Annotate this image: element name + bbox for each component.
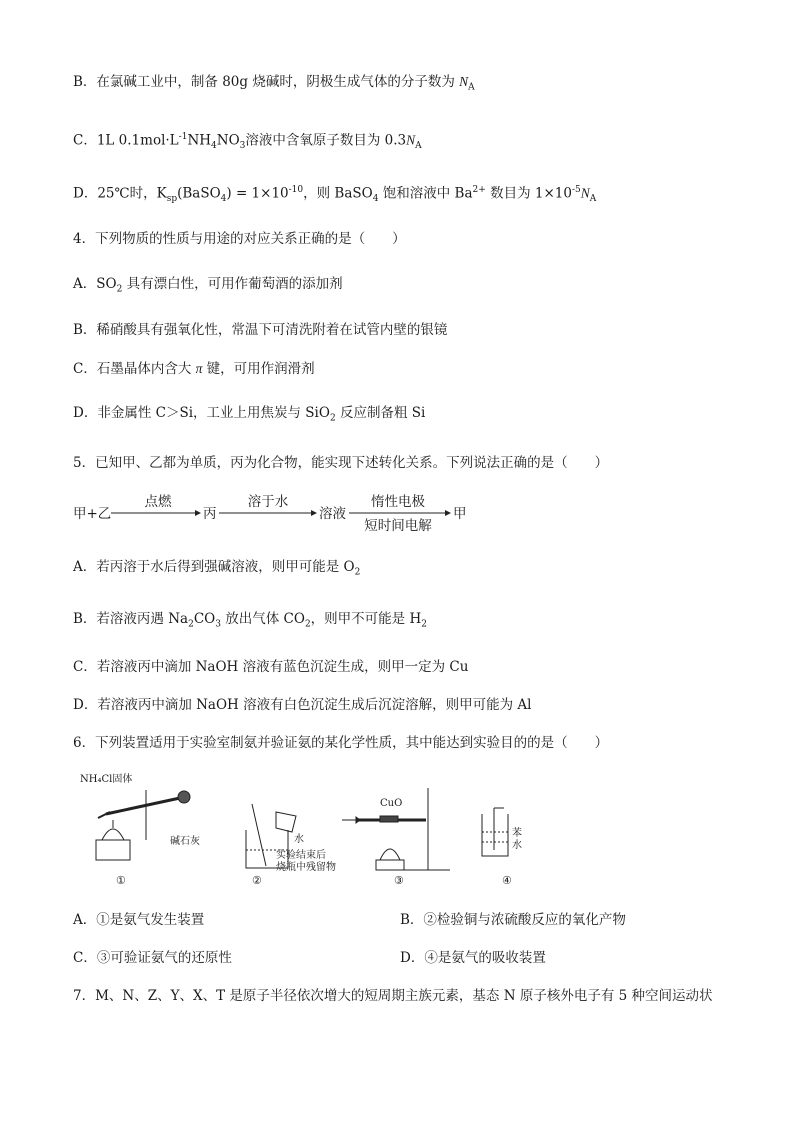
q6-option-b: B．②检验铜与浓硫酸反应的氧化产物 [400,912,626,928]
q5-option-d: D．若溶液丙中滴加 NaOH 溶液有白色沉淀生成后沉淀溶解，则甲可能为 Al [73,697,532,713]
q6-option-d: D．④是氨气的吸收装置 [400,950,546,966]
q4-option-c: C．石墨晶体内含大 π 键，可用作润滑剂 [73,361,315,377]
q5-option-c: C．若溶液丙中滴加 NaOH 溶液有蓝色沉淀生成，则甲一定为 Cu [73,659,469,675]
arrow2-icon [219,508,317,518]
label-cuo: CuO [380,798,403,809]
label-water2: 水 [512,840,522,851]
label-fig4: ④ [502,874,512,887]
label-water: 水 [294,834,304,845]
q4-option-a: A．$SO_2$ 具有漂白性，可用作葡萄酒的添加剂 [73,276,343,295]
arrow1-icon [111,508,201,518]
q5-option-b: B．若溶液丙遇 $Na_2CO_3$ 放出气体 $CO_2$，则甲不可能是 $H_2$ [73,611,427,630]
q3-option-b: B．在氯碱工业中，制备 80g 烧碱时，阴极生成气体的分子数为 $N_A$ [73,74,475,93]
q4-option-b: B．稀硝酸具有强氧化性，常温下可清洗附着在试管内壁的银镜 [73,322,448,338]
q4-stem: 4．下列物质的性质与用途的对应关系正确的是（ ） [73,231,406,247]
label-fig1: ① [116,874,126,887]
label-fig2: ② [252,874,262,887]
q5-stem: 5．已知甲、乙都为单质，丙为化合物，能实现下述转化关系。下列说法正确的是（ ） [73,455,609,471]
eq-solution: 溶液 [319,506,346,522]
eq-arrow3-bottom: 短时间电解 [364,518,432,534]
q5-conversion-equation [73,494,493,534]
label-lime: 碱石灰 [170,836,200,847]
q6-option-a: A．①是氨气发生装置 [73,912,205,928]
label-fig3: ③ [394,874,404,887]
eq-end: 甲 [453,506,467,522]
eq-arrow3-top: 惰性电极 [371,494,425,510]
q6-apparatus-figure [80,770,540,888]
q6-stem: 6．下列装置适用于实验室制氨并验证氨的某化学性质，其中能达到实验目的的是（ ） [73,735,609,751]
q5-option-a: A．若丙溶于水后得到强碱溶液，则甲可能是 $O_2$ [73,559,361,578]
label-residue-1: 实验结束后 [276,850,326,861]
label-benzene: 苯 [512,828,522,839]
q6-option-c: C．③可验证氨气的还原性 [73,950,232,966]
label-residue-2: 烧瓶中残留物 [276,862,336,873]
eq-arrow2-label: 溶于水 [247,494,289,510]
eq-arrow1-label: 点燃 [144,494,172,510]
eq-reactants: 甲+乙 [73,506,112,522]
label-nh4cl: NH₄Cl固体 [80,774,133,785]
eq-product1: 丙 [203,506,217,522]
q3-option-d: D．25℃时，$K_{sp}(BaSO_4) = 1\times 10^{-10}$，则 BaSO$_4$ 饱和溶液中 $Ba^{2+}$ 数目为 $1\times 10^{-5}N_A$ [73,185,597,205]
q7-stem: 7．M、N、Z、Y、X、T 是原子半径依次增大的短周期主族元素，基态 N 原子核外电子有 5 种空间运动状 [73,988,713,1004]
q3-option-c: C．1L $0.1mol\cdot L^{-1}NH_4NO_3$溶液中含氧原子数目为 $0.3N_A$ [73,132,422,152]
q4-option-d: D．非金属性 C＞Si，工业上用焦炭与 SiO$_2$ 反应制备粗 Si [73,405,426,424]
